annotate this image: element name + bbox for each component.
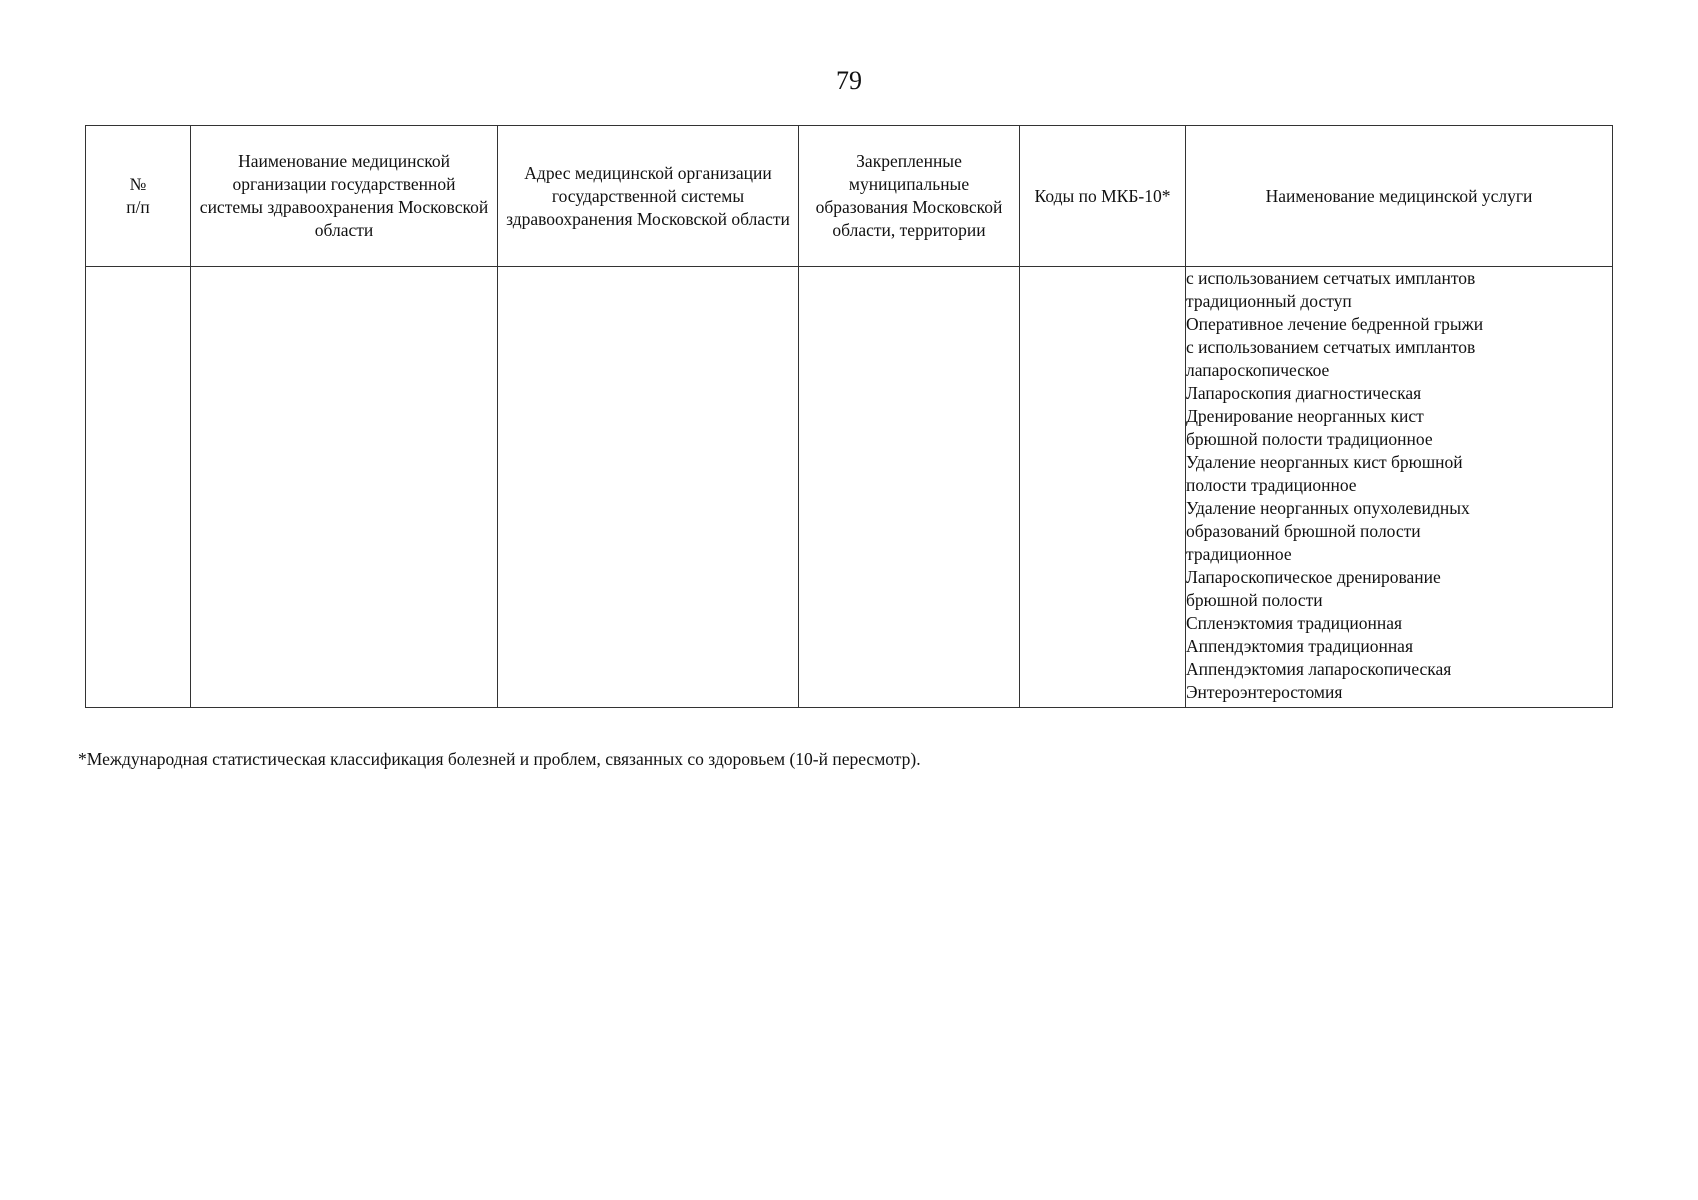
service-line: брюшной полости <box>1186 590 1323 610</box>
header-municipalities-label: Закрепленные муниципальные образования Московской области, территории <box>815 151 1003 240</box>
cell-icd-codes <box>1020 267 1186 708</box>
footnote: *Международная статистическая классификация болезней и проблем, связанных со здоровьем (10-й пересмотр). <box>78 749 921 769</box>
service-line: с использованием сетчатых имплантов <box>1186 337 1476 357</box>
header-icd-codes <box>1020 126 1186 267</box>
service-line: Аппендэктомия традиционная <box>1186 636 1413 656</box>
cell-services <box>1186 267 1613 708</box>
service-line: лапароскопическое <box>1186 360 1330 380</box>
service-line: Оперативное лечение бедренной грыжи <box>1186 314 1484 334</box>
service-line: с использованием сетчатых имплантов <box>1186 268 1476 288</box>
service-line: Аппендэктомия лапароскопическая <box>1186 659 1452 679</box>
header-address <box>498 126 799 267</box>
service-line: Лапароскопическое дренирование <box>1186 567 1441 587</box>
header-municipalities <box>799 126 1020 267</box>
header-number-label: № п/п <box>126 174 150 217</box>
cell-municipalities <box>799 267 1020 708</box>
service-line: образований брюшной полости <box>1186 521 1421 541</box>
cell-address <box>498 267 799 708</box>
services-table <box>85 125 1613 708</box>
table-row <box>86 267 1613 708</box>
service-line: Энтероэнтеростомия <box>1186 682 1343 702</box>
header-address-label: Адрес медицинской организации государственной системы здравоохранения Московской области <box>506 162 790 229</box>
cell-organization <box>191 267 498 708</box>
header-service-name <box>1186 126 1613 267</box>
service-line: брюшной полости традиционное <box>1186 429 1433 449</box>
header-organization <box>191 126 498 267</box>
cell-number <box>86 267 191 708</box>
header-organization-label: Наименование медицинской организации государственной системы здравоохранения Московской области <box>199 151 489 240</box>
header-icd-codes-label: Коды по МКБ-10* <box>1034 185 1171 206</box>
service-line: традиционное <box>1186 544 1292 564</box>
service-line: полости традиционное <box>1186 475 1357 495</box>
page-number: 79 <box>836 66 862 95</box>
service-line: традиционный доступ <box>1186 291 1352 311</box>
service-line: Дренирование неорганных кист <box>1186 406 1424 426</box>
header-service-name-label: Наименование медицинской услуги <box>1265 185 1533 206</box>
service-line: Удаление неорганных кист брюшной <box>1186 452 1463 472</box>
service-line: Лапароскопия диагностическая <box>1186 383 1422 403</box>
service-line: Удаление неорганных опухолевидных <box>1186 498 1470 518</box>
header-number <box>86 126 191 267</box>
service-line: Спленэктомия традиционная <box>1186 613 1403 633</box>
table-header-row <box>86 126 1613 267</box>
